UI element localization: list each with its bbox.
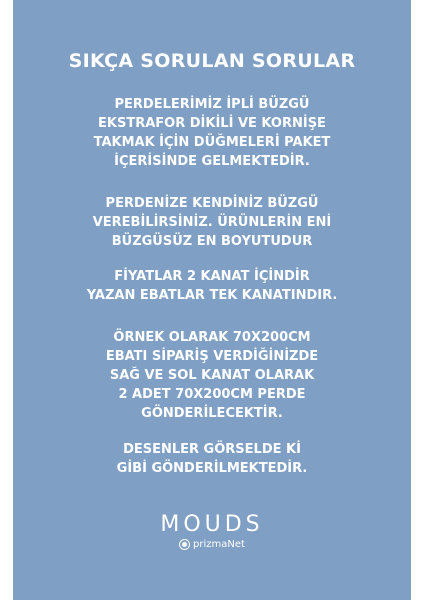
logo-subbrand-text: prizmaNet — [193, 539, 245, 550]
faq-line: EBATI SİPARİŞ VERDİĞİNİZDE — [105, 349, 319, 364]
faq-line: YAZAN EBATLAR TEK KANATINDIR. — [86, 288, 338, 303]
faq-line: VEREBİLİRSİNİZ. ÜRÜNLERİN ENİ — [92, 215, 332, 230]
prizmanet-logo-icon — [179, 539, 190, 550]
logo-wordmark: MOUDS — [160, 512, 264, 537]
faq-paragraph-3 — [13, 267, 411, 305]
faq-line: GİBİ GÖNDERİLMEKTEDİR. — [116, 461, 308, 476]
faq-card — [13, 0, 411, 600]
faq-line: EKSTRAFOR DİKİLİ VE KORNİŞE — [98, 116, 326, 131]
faq-line: TAKMAK İÇİN DÜĞMELERİ PAKET — [93, 135, 331, 150]
faq-line: 2 ADET 70X200CM PERDE — [118, 387, 306, 402]
faq-paragraph-4 — [13, 328, 411, 423]
brand-logo — [13, 512, 411, 550]
faq-line: ÖRNEK OLARAK 70X200CM — [113, 330, 311, 345]
faq-line: SAĞ VE SOL KANAT OLARAK — [109, 368, 315, 383]
logo-subbrand — [13, 539, 411, 550]
faq-title: SIKÇA SORULAN SORULAR — [68, 50, 356, 72]
faq-line: FİYATLAR 2 KANAT İÇİNDİR — [114, 269, 310, 284]
faq-line: GÖNDERİLECEKTİR. — [141, 406, 283, 421]
faq-paragraph-2 — [13, 194, 411, 251]
faq-line: İÇERİSİNDE GELMEKTEDİR. — [114, 154, 310, 169]
faq-line: PERDENİZE KENDİNİZ BÜZGÜ — [105, 196, 319, 211]
faq-paragraph-5 — [13, 440, 411, 478]
faq-line: DESENLER GÖRSELDE Kİ — [123, 442, 301, 457]
faq-line: PERDELERİMİZ İPLİ BÜZGÜ — [114, 97, 310, 112]
faq-line: BÜZGÜSÜZ EN BOYUTUDUR — [111, 234, 313, 249]
faq-paragraph-1 — [13, 95, 411, 171]
